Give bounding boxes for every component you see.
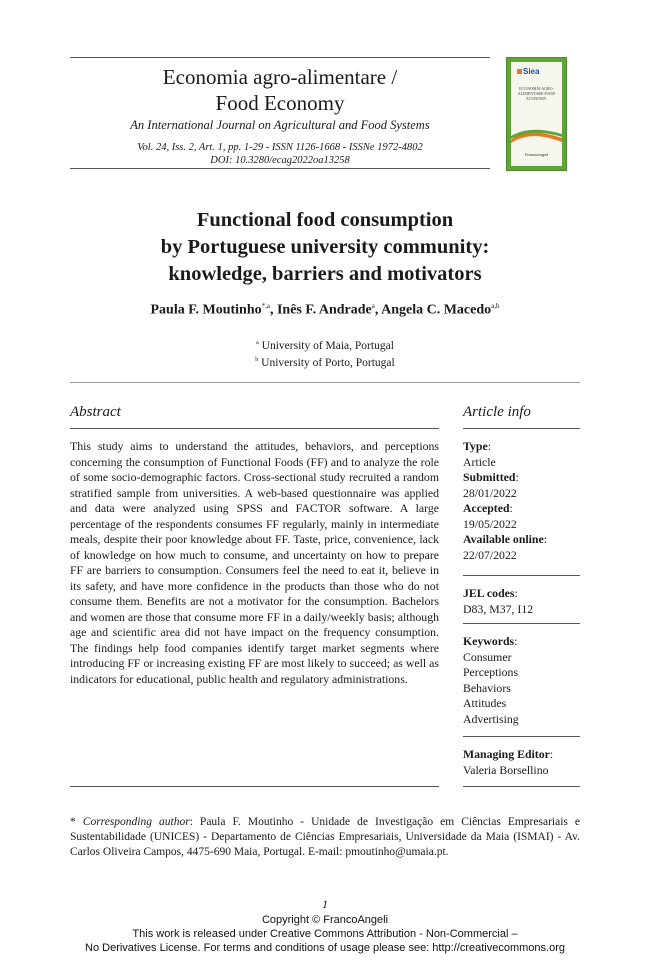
keyword-item: Behaviors [463,680,511,695]
license-line-1: This work is released under Creative Commons Attribution - Non-Commercial – [132,928,518,940]
affiliation-sup: a [256,340,259,346]
cover-title: ECONOMIA AGRO-ALIMENTARE FOOD ECONOMY [517,86,556,101]
jel-label: JEL codes [463,586,515,600]
article-info-heading: Article info [463,404,531,420]
journal-volume-info [70,141,490,167]
cover-logo [517,67,539,76]
abstract-heading: Abstract [70,404,121,420]
abstract-heading-rule [70,428,439,429]
paper-title [70,207,580,288]
online-row: Available online: [463,532,548,546]
journal-title-line2: Food Economy [215,91,345,115]
affiliation-text: University of Maia, Portugal [261,339,394,352]
submitted-value: 28/01/2022 [463,485,517,500]
info-rule-4 [463,786,580,787]
accepted-value: 19/05/2022 [463,516,517,531]
journal-subtitle: An International Journal on Agricultural and Food Systems [130,118,430,132]
affiliation [70,336,580,353]
paper-title-line1: Functional food consumption [196,209,454,231]
journal-doi: DOI: 10.3280/ecag2022oa13258 [210,155,350,166]
editor-row: Managing Editor: [463,747,554,761]
online-value: 22/07/2022 [463,547,517,562]
article-info-heading-rule [463,428,580,429]
keyword-item: Advertising [463,711,519,726]
abstract-text: This study aims to understand the attitudes, behaviors, and perceptions concerning the consumption of Functional Foods (FF) and to analyze the role of some socio-demographic factors. Cross-sectional study recruited a random stratified sample from universities. A web-based questionnaire was applied and data were analyzed using SPSS and FACTOR software. A large percentage of the respondents consumes FF regularly, mainly in intermediate meals, despite their poor knowledge about FF. Taste, price, convenience, lack of knowledge on how much to consume, and uncertainty on how to prepare FF are barriers to consumption. Consumers feel the need to eat it, believe in its safety, and have more confidence in the products than those who do not consume them. Benefits are not a motivator for the consumption. Bachelors and women are those that consume more FF in a daily/weekly basis; although age and scientific area did not have impact on the frequency consumption. The findings help food companies identify target market segments where introducing FF or increasing existing FF are most likely to succeed; as well as indicators for educational, public health and regulatory administrations. [70,439,439,686]
article-info-dates [463,439,583,563]
license-line-2: No Derivatives License. For terms and conditions of usage please see: http://creativecommons.org [85,942,565,954]
editor-value: Valeria Borsellino [463,762,549,777]
jel-row: JEL codes: [463,586,518,600]
info-rule-3 [463,736,580,737]
affiliation [70,353,580,370]
affiliation-sup: b [255,356,259,363]
jel-value: D83, M37, I12 [463,601,534,616]
journal-title-line1: Economia agro-alimentare / [162,65,398,89]
journal-cover-image [506,57,567,171]
author-sup: *,a [261,302,270,310]
accepted-label: Accepted [463,501,510,515]
cover-logo-text: Siea [523,67,540,76]
type-value: Article [463,454,496,469]
info-rule-1 [463,575,580,576]
logo-dot-icon [517,69,522,74]
license-notice [0,913,650,955]
page-number: 1 [322,897,328,911]
accepted-row: Accepted: [463,501,513,515]
keywords-row: Keywords: [463,634,518,648]
type-row: Type: [463,439,491,453]
article-info-jel [463,586,583,617]
abstract-bottom-rule [70,786,439,787]
journal-title [70,64,490,116]
article-info-keywords [463,634,583,727]
online-label: Available online [463,532,544,546]
keyword-item: Attitudes [463,696,507,710]
affiliation-text: University of Porto, Portugal [261,356,395,369]
paper-title-line3: knowledge, barriers and motivators [168,263,482,285]
author-sup: a,b [491,302,500,310]
info-rule-2 [463,623,580,624]
author-name: Inês F. Andrade [276,302,372,318]
corr-label: Corresponding author [82,816,190,828]
author-sup: a [371,302,375,310]
header-bottom-rule [70,168,490,169]
submitted-row: Submitted: [463,470,519,484]
header-top-rule [70,57,490,58]
keyword-item: Consumer [463,649,512,664]
journal-volume: Vol. 24, Iss. 2, Art. 1, pp. 1-29 - ISSN 1126-1668 - ISSNe 1972-4802 [137,142,423,153]
keywords-label: Keywords [463,634,515,648]
author-list: Paula F. Moutinho$^{*,a}$, Inês F. Andrade$^a$, Angela C. Macedo$^{a,b}$ [150,302,500,318]
author-name: Angela C. Macedo [381,302,492,318]
corr-prefix: * [70,816,83,828]
keyword-item: Perceptions [463,665,519,679]
affiliations [70,336,580,370]
copyright-line: Copyright © FrancoAngeli [261,914,389,926]
corr-text: : Paula F. Moutinho - Unidade de Investigação em Ciências Empresariais e Sustentabilidade (UNICES) - Departamento de Ciências Empresariais, Universidade da Maia (ISMAI) - Av. Carlos Oliveira Campos, 4475-690 Maia, Portugal. E-mail: pmoutinho@umaia.pt. [70,816,581,858]
article-info-editor [463,747,583,778]
corresponding-author-note [70,815,580,860]
paper-title-line2: by Portuguese university community: [160,236,490,258]
cover-inner [511,62,562,166]
cover-wave-graphic [511,126,562,144]
editor-label: Managing Editor [463,747,550,761]
section-divider [70,382,580,383]
cover-publisher: FrancoAngeli [524,152,549,157]
type-label: Type [463,439,488,453]
submitted-label: Submitted [463,470,516,484]
author-name: Paula F. Moutinho [150,302,262,318]
